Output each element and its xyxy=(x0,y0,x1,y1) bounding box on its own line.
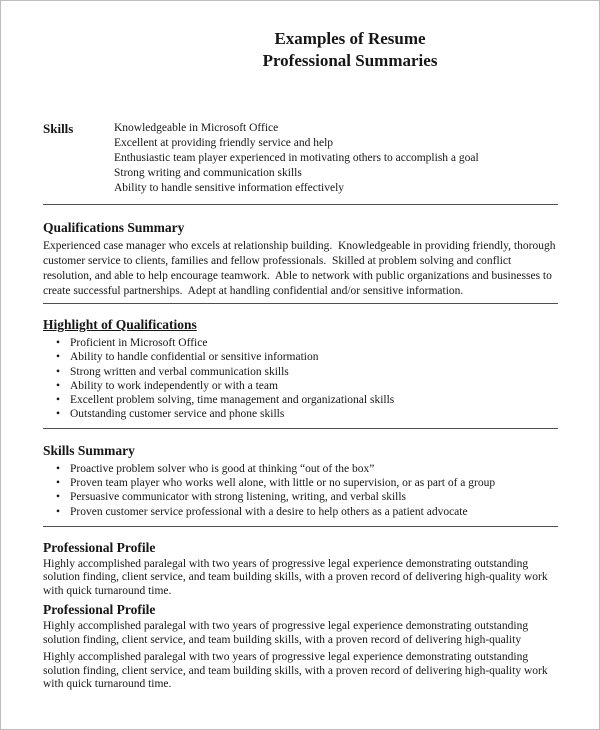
professional-profile-heading: Professional Profile xyxy=(43,602,156,618)
professional-profile-section-1 xyxy=(43,539,558,599)
skills-summary-section xyxy=(43,442,558,519)
bullet-list-item: • Strong written and verbal communication skills xyxy=(43,365,558,379)
skill-item: Excellent at providing friendly service and help xyxy=(114,137,334,149)
qualifications-summary-paragraph: Experienced case manager who excels at relationship building. Knowledgeable in providing friendly, thorough customer service to clients, families and fellow professionals. Skilled at problem solving and conflict resolution, and able to help encourage teamwork. Able to network with public organizations and businesses to create successful partnerships. Adept at handling confidential and/or sensitive information. xyxy=(43,240,559,297)
section-divider xyxy=(43,303,558,304)
professional-profile-paragraph: Highly accomplished paralegal with two years of progressive legal experience demonstrating outstanding solution finding, client service, and team building skills, with a proven record of delivering high-quality work with quick turnaround time. xyxy=(43,557,551,597)
qualifications-summary-section xyxy=(43,219,558,299)
skill-item: Ability to handle sensitive information effectively xyxy=(114,182,345,194)
bullet-list-item: • Proactive problem solver who is good at thinking “out of the box” xyxy=(43,462,558,476)
bullet-list-item: • Persuasive communicator with strong listening, writing, and verbal skills xyxy=(43,490,558,504)
highlight-of-qualifications-heading: Highlight of Qualifications xyxy=(43,317,197,332)
bullet-list-item: • Ability to work independently or with a team xyxy=(43,379,558,393)
professional-profile-paragraph: Highly accomplished paralegal with two years of progressive legal experience demonstrating outstanding solution finding, client service, and team building skills, with a proven record of delivering high-quality xyxy=(43,620,531,646)
bullet-list-item: • Outstanding customer service and phone skills xyxy=(43,407,558,421)
document-title xyxy=(101,28,599,72)
document-content xyxy=(1,121,599,692)
bullet-list-item: • Proven team player who works well alone, with little or no supervision, or as part of a group xyxy=(43,476,558,490)
skills-section-label: Skills xyxy=(43,121,74,136)
skills-summary-list xyxy=(43,462,558,519)
skills-section xyxy=(43,121,558,196)
highlight-of-qualifications-section xyxy=(43,316,558,422)
professional-profile-heading: Professional Profile xyxy=(43,539,156,555)
bullet-list-item: • Proven customer service professional with a desire to help others as a patient advocate xyxy=(43,505,558,519)
title-line-2: Professional Summaries xyxy=(262,51,438,70)
section-divider xyxy=(43,204,558,205)
section-divider xyxy=(43,428,558,429)
skill-item: Knowledgeable in Microsoft Office xyxy=(114,122,279,134)
highlight-of-qualifications-list xyxy=(43,336,558,422)
professional-profile-paragraph: Highly accomplished paralegal with two years of progressive legal experience demonstrating outstanding solution finding, client service, and team building skills, with a proven record of delivering high-quality work with quick turnaround time. xyxy=(43,651,551,691)
skill-item: Enthusiastic team player experienced in motivating others to accomplish a goal xyxy=(114,152,479,164)
qualifications-summary-heading: Qualifications Summary xyxy=(43,220,185,235)
skills-summary-heading: Skills Summary xyxy=(43,442,135,458)
professional-profile-section-2 xyxy=(43,601,558,692)
bullet-list-item: • Excellent problem solving, time management and organizational skills xyxy=(43,393,558,407)
title-line-1: Examples of Resume xyxy=(274,29,426,48)
skill-item: Strong writing and communication skills xyxy=(114,167,302,179)
skills-item-list xyxy=(114,121,558,196)
section-divider xyxy=(43,526,558,527)
bullet-list-item: • Ability to handle confidential or sensitive information xyxy=(43,350,558,364)
bullet-list-item: • Proficient in Microsoft Office xyxy=(43,336,558,350)
